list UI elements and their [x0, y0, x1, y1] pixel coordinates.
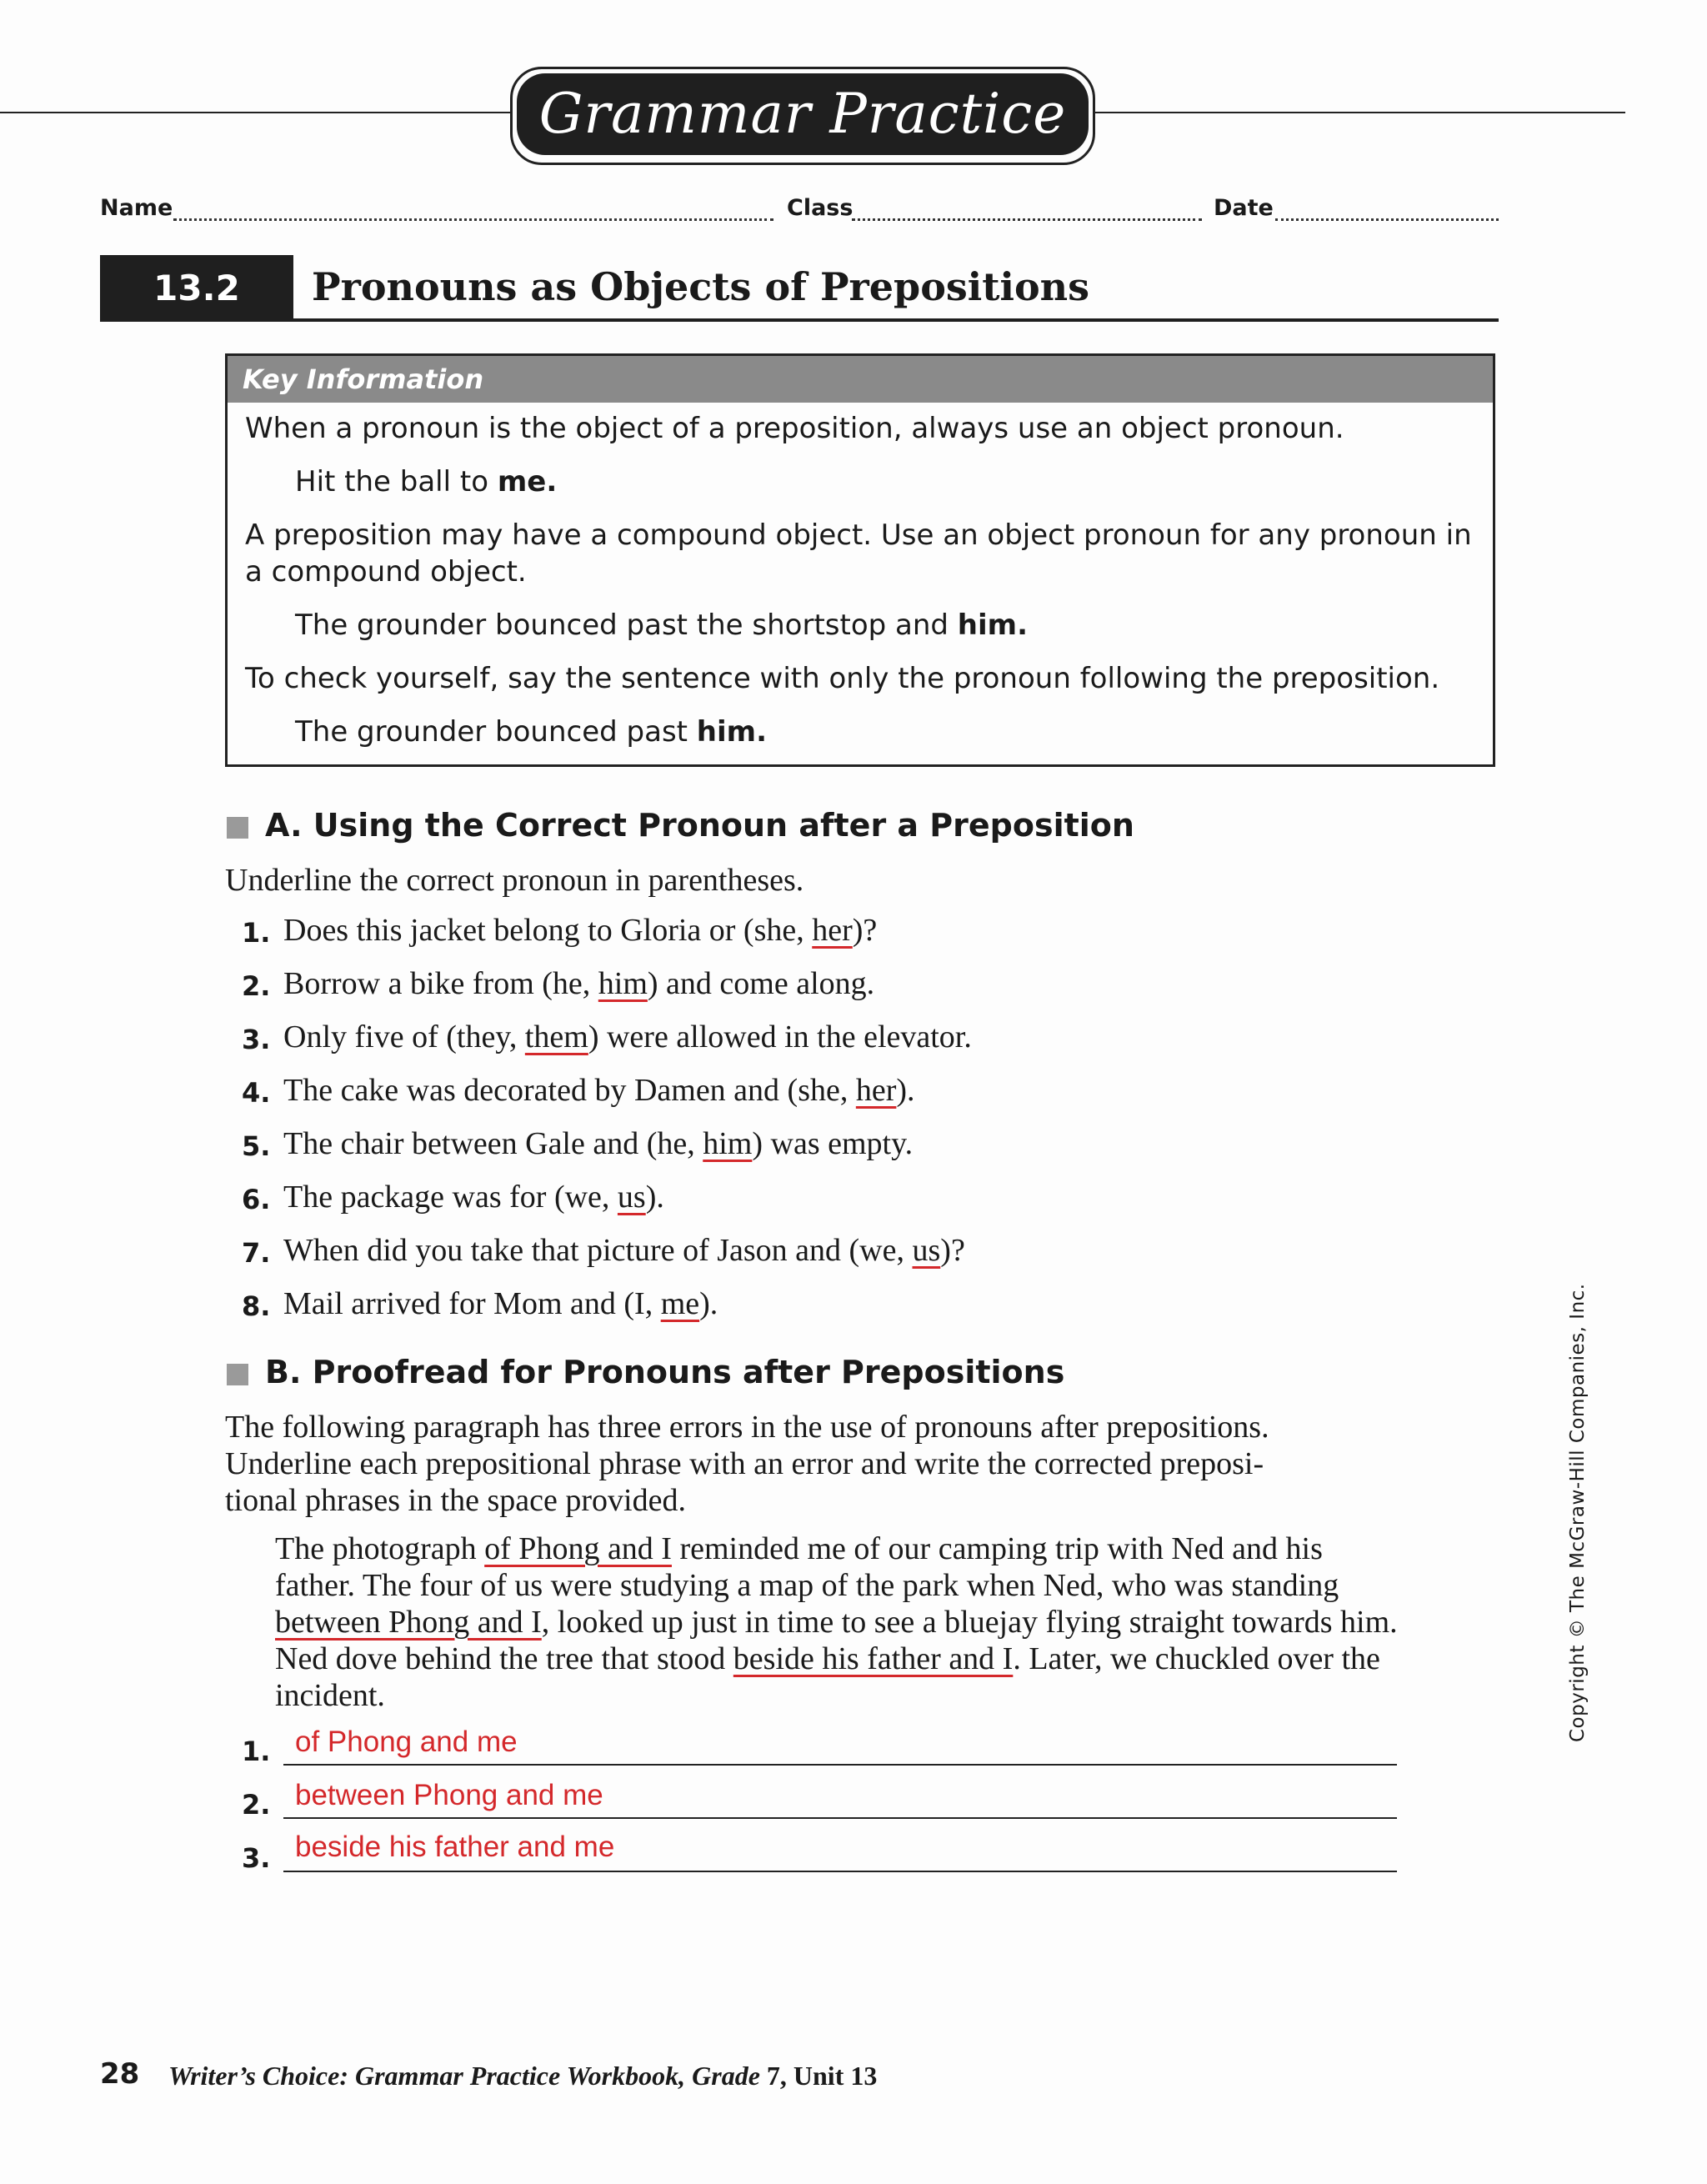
class-label: Class: [787, 195, 854, 221]
exercise-item: [283, 1019, 972, 1055]
item-text: The chair between Gale and (he,: [283, 1126, 703, 1161]
item-number: 2.: [242, 970, 271, 1002]
paragraph-text: reminded me of our camping trip with Ned and his father. The four of us were studying a map of the park when Ned, who was standing: [275, 1531, 1339, 1603]
item-text: ) and come along.: [647, 966, 875, 1001]
item-number: 6.: [242, 1184, 271, 1215]
answer-text[interactable]: of Phong and me: [295, 1726, 518, 1758]
answer-line: [283, 1817, 1397, 1819]
page-banner: Grammar Practice: [517, 73, 1089, 155]
part-b-instruction-2: Underline each prepositional phrase with an error and write the corrected preposi-: [225, 1446, 1264, 1481]
date-field[interactable]: [1275, 218, 1499, 221]
exercise-item: [283, 1179, 664, 1215]
part-a-instruction: Underline the correct pronoun in parentheses.: [225, 863, 804, 898]
paragraph-text: , looked up just in time to see a bluejay flying straight towards him. Ned dove behind the tree that stood: [275, 1605, 1398, 1676]
section-rule: [293, 318, 1499, 322]
item-text: ) was empty.: [752, 1126, 914, 1161]
exercise-item: [283, 912, 877, 949]
key-rule-2-line-1: A preposition may have a compound object. Use an object pronoun for any pronoun in: [245, 518, 1472, 552]
book-title: Writer’s Choice: Grammar Practice Workbook, Grade: [168, 2061, 767, 2091]
part-a-heading: A. Using the Correct Pronoun after a Preposition: [265, 807, 1134, 844]
underlined-answer[interactable]: her: [855, 1073, 897, 1108]
item-text: The cake was decorated by Damen and (she,: [283, 1073, 856, 1108]
error-phrase: between Phong and I: [275, 1605, 542, 1640]
answer-line: [283, 1871, 1397, 1872]
underlined-answer[interactable]: me: [660, 1286, 700, 1321]
item-text: ).: [699, 1286, 718, 1321]
underlined-answer[interactable]: him: [598, 966, 648, 1001]
item-text: Borrow a bike from (he,: [283, 966, 598, 1001]
example-text: The grounder bounced past: [295, 715, 697, 749]
section-number: 13.2: [100, 255, 293, 322]
part-b-instruction-1: The following paragraph has three errors in the use of pronouns after prepositions.: [225, 1410, 1269, 1445]
part-b-heading: B. Proofread for Pronouns after Prepositions: [265, 1354, 1065, 1390]
name-field[interactable]: [173, 218, 773, 221]
key-example-2: [295, 609, 1028, 642]
key-information-heading: Key Information: [228, 356, 1493, 403]
date-label: Date: [1214, 195, 1274, 221]
item-text: ).: [645, 1180, 664, 1215]
square-bullet-icon: [227, 817, 248, 839]
exercise-item: [283, 965, 874, 1002]
example-emphasis: him.: [696, 715, 767, 749]
exercise-item: [283, 1125, 913, 1162]
item-text: )?: [852, 913, 878, 948]
proofread-paragraph: [275, 1530, 1409, 1714]
answer-line: [283, 1764, 1397, 1766]
answer-text[interactable]: between Phong and me: [295, 1779, 603, 1811]
exercise-item: [283, 1285, 718, 1322]
paragraph-text: . Later, we chuckled over the incident.: [275, 1641, 1380, 1713]
answer-number: 3.: [242, 1842, 271, 1874]
item-number: 1.: [242, 917, 271, 949]
error-phrase: of Phong and I: [484, 1531, 672, 1566]
underlined-answer[interactable]: her: [812, 913, 853, 948]
underlined-answer[interactable]: them: [524, 1019, 588, 1054]
key-rule-3: To check yourself, say the sentence with only the pronoun following the preposition.: [245, 662, 1440, 695]
page-number: 28: [100, 2057, 140, 2091]
item-text: Only five of (they,: [283, 1019, 525, 1054]
item-text: The package was for (we,: [283, 1180, 618, 1215]
answer-number: 1.: [242, 1736, 271, 1767]
item-number: 8.: [242, 1290, 271, 1322]
item-text: ) were allowed in the elevator.: [588, 1019, 972, 1054]
exercise-item: [283, 1232, 965, 1269]
part-b-instruction-3: tional phrases in the space provided.: [225, 1483, 686, 1518]
underlined-answer[interactable]: us: [912, 1233, 941, 1268]
item-number: 3.: [242, 1024, 271, 1055]
example-text: Hit the ball to: [295, 465, 498, 498]
underlined-answer[interactable]: us: [617, 1180, 646, 1215]
section-title: Pronouns as Objects of Prepositions: [312, 264, 1090, 309]
key-example-1: [295, 465, 557, 498]
answer-number: 2.: [242, 1789, 271, 1821]
item-text: When did you take that picture of Jason and (we,: [283, 1233, 913, 1268]
item-text: Mail arrived for Mom and (I,: [283, 1286, 661, 1321]
error-phrase: beside his father and I: [733, 1641, 1014, 1676]
item-text: Does this jacket belong to Gloria or (she,: [283, 913, 813, 948]
name-label: Name: [100, 195, 173, 221]
grade-unit: 7, Unit 13: [766, 2061, 878, 2091]
example-text: The grounder bounced past the shortstop and: [295, 609, 958, 642]
paragraph-text: The photograph: [275, 1531, 485, 1566]
footer-title: [168, 2061, 877, 2091]
key-rule-1: When a pronoun is the object of a preposition, always use an object pronoun.: [245, 412, 1344, 445]
item-number: 5.: [242, 1130, 271, 1162]
item-number: 4.: [242, 1077, 271, 1109]
exercise-item: [283, 1072, 915, 1109]
class-field[interactable]: [852, 218, 1202, 221]
copyright-notice: Copyright © The McGraw-Hill Companies, Inc.: [1567, 1283, 1589, 1742]
item-number: 7.: [242, 1237, 271, 1269]
item-text: ).: [896, 1073, 915, 1108]
example-emphasis: him.: [957, 609, 1028, 642]
underlined-answer[interactable]: him: [703, 1126, 753, 1161]
key-rule-2-line-2: a compound object.: [245, 555, 527, 589]
answer-text[interactable]: beside his father and me: [295, 1831, 615, 1863]
example-emphasis: me.: [497, 465, 558, 498]
item-text: )?: [940, 1233, 965, 1268]
square-bullet-icon: [227, 1364, 248, 1385]
key-example-3: [295, 715, 767, 749]
